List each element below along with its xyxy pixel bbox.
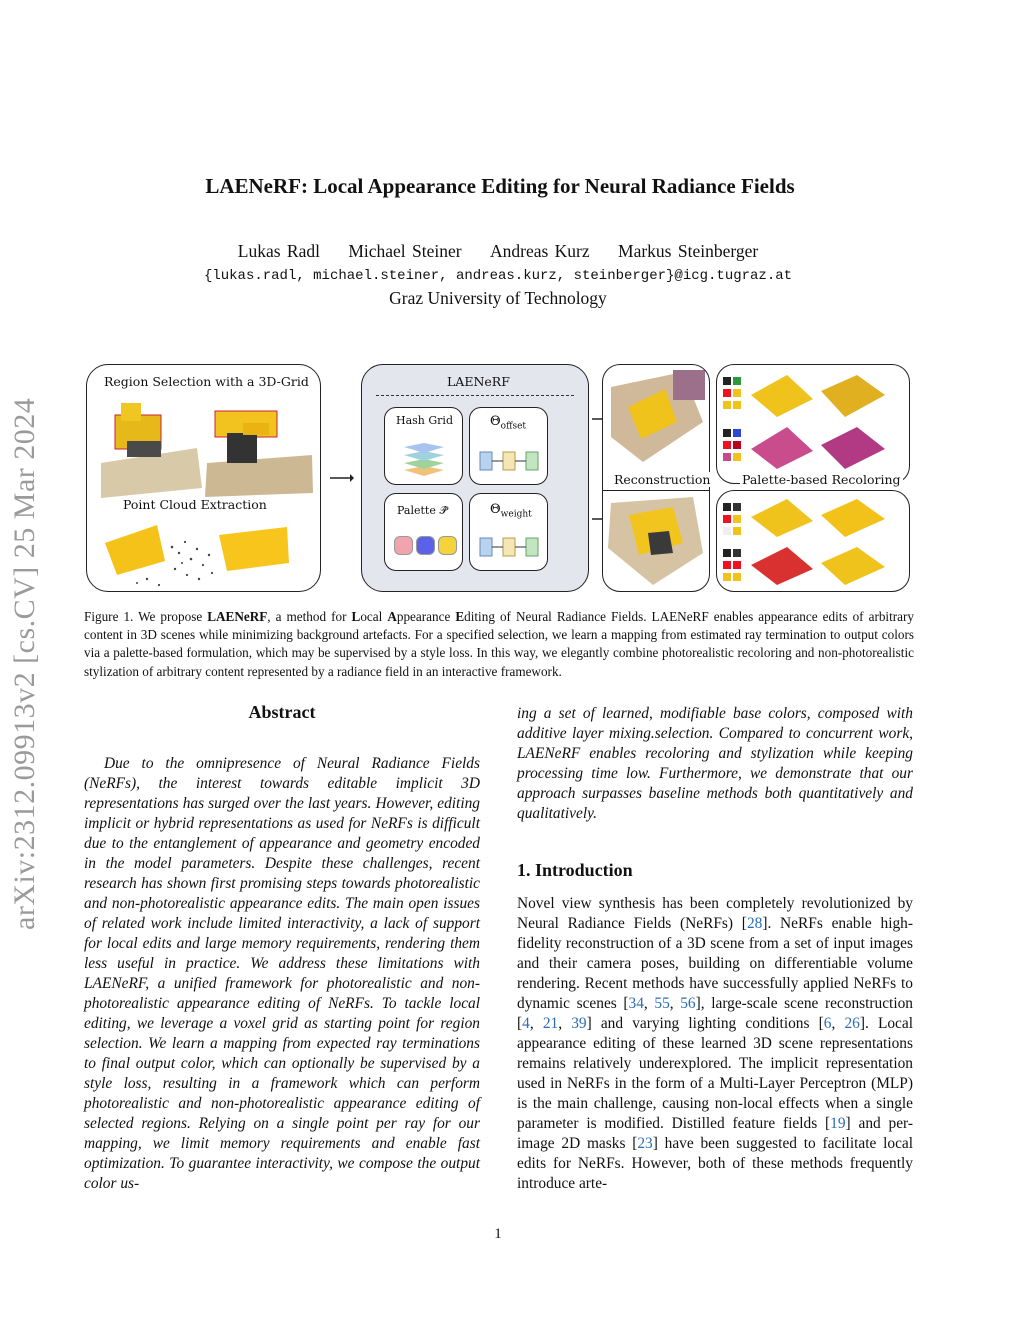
recoloring-panel-top (716, 364, 910, 484)
theta-symbol: Θ (490, 502, 501, 517)
author-name: Andreas Kurz (489, 241, 590, 261)
figure-caption (84, 608, 914, 681)
caption-text: ocal (360, 609, 388, 624)
citation-link[interactable]: 19 (830, 1115, 846, 1132)
affiliation: Graz University of Technology (389, 288, 607, 308)
intro-text: , (643, 995, 655, 1012)
offset-subscript: offset (500, 421, 527, 432)
intro-text: Novel view synthesis has been completely revolutionized by Neural Radiance Fields (NeRFs) [ (517, 895, 913, 932)
theta-weight-block (469, 493, 548, 571)
citation-link[interactable]: 28 (746, 915, 763, 932)
laenerf-title: LAENeRF (447, 374, 510, 389)
hash-grid-icon (394, 434, 454, 478)
intro-text: ] have been suggested to facilitate local edits for NeRFs. However, both of these methods frequently introduce arte- (517, 1135, 914, 1192)
reconstruction-label: Reconstruction (614, 472, 711, 487)
theta-weight-label (490, 502, 532, 520)
author-name: Markus Steinberger (618, 241, 759, 261)
arxiv-identifier: arXiv:2312.09913v2 [cs.CV] 25 Mar 2024 (8, 397, 41, 930)
citation-link[interactable]: 26 (844, 1015, 860, 1032)
palette-swatch-blue (416, 536, 435, 555)
intro-text: , (529, 1015, 543, 1032)
point-cloud-illustration (87, 513, 320, 593)
abstract-text: Due to the omnipresence of Neural Radiance Fields (NeRFs), the interest towards editable implicit 3D representations has surged over the last years. However, editing implicit or hybrid representations as used for NeRFs is difficult due to the entanglement of appearance and geometry encoded in the model parameters. Despite these challenges, recent research has shown first promising steps towards photorealistic and non-photorealistic appearance edits. The main open issues of related work include limited interactivity, a lack of support for local edits and large memory requirements, rendering them less useful in practice. We address these limitations with LAENeRF, a unified framework for photorealistic and non-photorealistic appearance editing of NeRFs. To tackle local editing, we leverage a voxel grid as starting point for region selection. We learn a mapping from expected ray terminations to final output color, which can optionally be supervised by a style loss, resulting in a framework which can perform photorealistic and non-photorealistic appearance editing of selected regions. Relying on a single point per ray for our mapping, we limit memory requirements and enable fast optimization. To guarantee interactivity, we compose the output color us- (84, 755, 480, 1192)
recoloring-render-bottom (717, 491, 909, 591)
recoloring-render-top (717, 365, 909, 483)
mlp-icon (479, 532, 539, 562)
laenerf-divider (376, 395, 574, 396)
caption-bold: A (387, 609, 397, 624)
point-cloud-title: Point Cloud Extraction (123, 497, 267, 512)
citation-link[interactable]: 39 (571, 1015, 587, 1032)
citation-link[interactable]: 55 (654, 995, 670, 1012)
abstract-heading: Abstract (248, 702, 316, 722)
region-selection-title: Region Selection with a 3D-Grid (104, 374, 309, 389)
caption-text: , a method for (267, 609, 352, 624)
intro-text: , (558, 1015, 572, 1032)
palette-block (384, 493, 463, 571)
caption-text: ppearance (396, 609, 456, 624)
palette-swatch-red (394, 536, 413, 555)
teaser-figure (86, 362, 912, 594)
introduction-text (517, 894, 913, 1194)
mlp-icon (479, 446, 539, 476)
palette-label: Palette 𝒫̂ (397, 504, 448, 517)
caption-bold: LAENeRF (207, 609, 268, 624)
author-list (0, 241, 996, 262)
hash-grid-block (384, 407, 463, 485)
intro-text: ]. Local appearance editing of these learned 3D scene representations remains relatively underexplored. The implicit representation used in NeRFs in the form of a Multi-Layer Perceptron (MLP) is the main challenge, causing non-local effects when a single parameter is modified. Distilled feature fields [ (517, 1015, 913, 1132)
intro-text: ]. NeRFs enable high-fidelity reconstruction of a 3D scene from a set of input images and their camera poses, building on differentiable volume rendering. Recent methods have successfully applied NeRFs to dynamic scenes [ (517, 915, 913, 1012)
paper-title: LAENeRF: Local Appearance Editing for Neural Radiance Fields (205, 174, 795, 198)
author-name: Michael Steiner (348, 241, 462, 261)
intro-text: ] and varying lighting conditions [ (586, 1015, 824, 1032)
excavator-grid-illustration (87, 393, 320, 503)
reconstruction-render-bottom (603, 493, 709, 588)
author-name: Lukas Radl (237, 241, 320, 261)
palette-swatch-yellow (438, 536, 457, 555)
laenerf-panel (361, 364, 589, 592)
reconstruction-render-top (603, 367, 709, 467)
theta-symbol: Θ (490, 414, 501, 429)
caption-text: diting of Neural Radiance Fields. LAENeRF enables appearance edits of arbitrary content in 3D scenes while minimizing background artefacts. For a specified selection, we learn a mapping from estimated ray termination to output colors via a palette-based formulation, which may be supervised by a style loss. In this way, we elegantly combine photorealistic recoloring and non-photorealistic stylization of arbitrary content represented by a radiance field in an interactive framework. (84, 609, 914, 679)
introduction-heading: 1. Introduction (517, 860, 633, 880)
arrow-icon (330, 473, 354, 483)
citation-link[interactable]: 4 (522, 1015, 530, 1032)
region-selection-panel (86, 364, 321, 592)
citation-link[interactable]: 21 (542, 1015, 559, 1032)
citation-link[interactable]: 23 (637, 1135, 653, 1152)
intro-text: , (831, 1015, 845, 1032)
intro-text: ], large-scale scene reconstruction [ (517, 995, 914, 1032)
caption-bold: L (351, 609, 361, 624)
abstract-continued: ing a set of learned, modifiable base colors, composed with additive layer mixing.selection. Compared to concurrent work, LAENeRF enables recoloring and stylization while keeping processing time low. Furthermore, we demonstrate that our approach surpasses baseline methods both quantitatively and qualitatively. (517, 705, 913, 822)
theta-offset-label (490, 414, 526, 432)
author-emails: {lukas.radl, michael.steiner, andreas.kurz, steinberger}@icg.tugraz.at (203, 268, 793, 284)
recoloring-label: Palette-based Recoloring (742, 472, 901, 487)
citation-link[interactable]: 56 (680, 995, 696, 1012)
weight-subscript: weight (500, 509, 532, 520)
caption-text: Figure 1. We propose (84, 609, 208, 624)
citation-link[interactable]: 6 (823, 1015, 832, 1032)
intro-text: , (669, 995, 681, 1012)
caption-bold: E (455, 609, 465, 624)
intro-text: ] and per-image 2D masks [ (517, 1115, 913, 1152)
citation-link[interactable]: 34 (628, 995, 644, 1012)
page-number: 1 (494, 1226, 502, 1242)
hash-grid-label: Hash Grid (396, 414, 453, 427)
recoloring-panel-bottom (716, 490, 910, 592)
theta-offset-block (469, 407, 548, 485)
reconstruction-divider (603, 490, 709, 491)
